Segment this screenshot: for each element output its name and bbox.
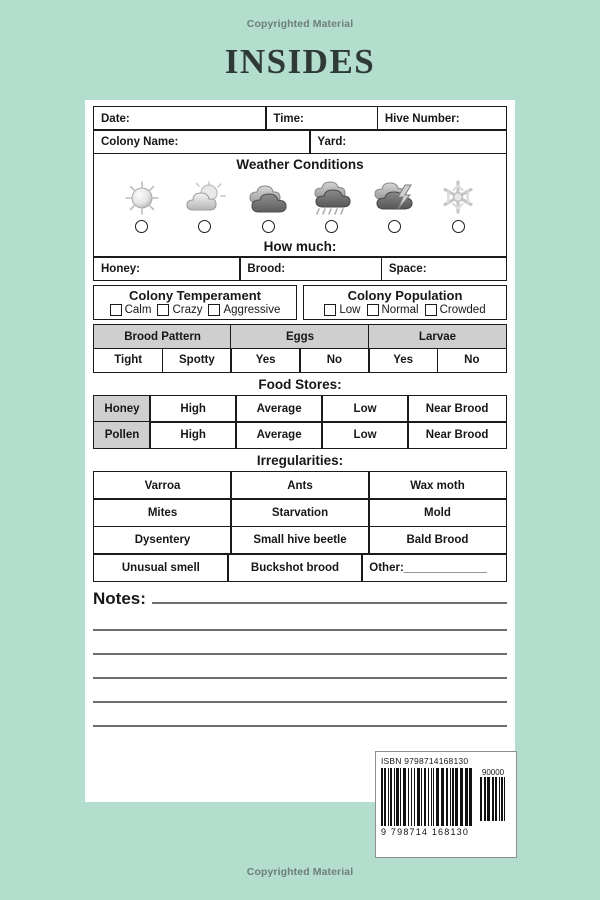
rainy-icon xyxy=(310,177,354,217)
field-time[interactable]: Time: xyxy=(265,106,378,131)
weather-radio-row xyxy=(94,217,506,237)
temperament-option-crazy[interactable] xyxy=(157,304,202,316)
weather-radio-thunderstorm[interactable] xyxy=(388,220,401,233)
irregularity-mold[interactable]: Mold xyxy=(368,498,507,527)
food-stores-row-pollen xyxy=(93,421,507,449)
weather-option-snowy[interactable] xyxy=(432,177,484,217)
cloudy-icon xyxy=(246,177,290,217)
copyright-notice-bottom: Copyrighted Material xyxy=(246,866,354,878)
brood-table-values xyxy=(93,348,507,373)
page-title: INSIDES xyxy=(224,42,376,81)
how-much-row xyxy=(93,256,507,281)
larvae-option-yes[interactable]: Yes xyxy=(368,348,438,373)
weather-option-partly-cloudy[interactable] xyxy=(179,177,231,217)
weather-radio-snowy[interactable] xyxy=(452,220,465,233)
ean13-barcode xyxy=(381,768,473,826)
ean13-digits: 9 798714 168130 xyxy=(381,827,470,837)
population-label-normal: Normal xyxy=(381,304,419,317)
how-much-title: How much: xyxy=(263,238,337,254)
brood-option-spotty[interactable]: Spotty xyxy=(162,348,232,373)
field-colony-name[interactable]: Colony Name: xyxy=(93,129,311,154)
irregularity-varroa[interactable]: Varroa xyxy=(93,471,232,500)
field-brood-amount[interactable]: Brood: xyxy=(239,256,382,281)
notes-line[interactable] xyxy=(93,679,507,703)
weather-option-cloudy[interactable] xyxy=(242,177,294,217)
irregularities-row-3 xyxy=(93,526,507,555)
weather-conditions-title: Weather Conditions xyxy=(236,156,364,172)
eggs-option-no[interactable]: No xyxy=(299,348,369,373)
weather-radio-rainy[interactable] xyxy=(325,220,338,233)
weather-radio-cloudy[interactable] xyxy=(262,220,275,233)
isbn-text: ISBN 9798714168130 xyxy=(381,756,469,766)
brood-option-tight[interactable]: Tight xyxy=(93,348,163,373)
checkbox-icon[interactable] xyxy=(367,304,379,316)
barcode-block xyxy=(375,751,517,858)
irregularity-starvation[interactable]: Starvation xyxy=(230,498,369,527)
larvae-header: Larvae xyxy=(368,324,507,349)
temperament-option-aggressive[interactable] xyxy=(208,304,280,316)
checkbox-icon[interactable] xyxy=(157,304,169,316)
field-space-amount[interactable]: Space: xyxy=(381,256,507,281)
checkbox-icon[interactable] xyxy=(110,304,122,316)
colony-population-panel xyxy=(303,285,507,320)
partly-cloudy-icon xyxy=(184,177,226,217)
weather-radio-sunny[interactable] xyxy=(135,220,148,233)
irregularities-row-2 xyxy=(93,498,507,527)
field-date[interactable]: Date: xyxy=(93,106,267,131)
form-sheet xyxy=(85,100,515,802)
temperament-population-row xyxy=(93,285,507,320)
population-label-low: Low xyxy=(339,304,361,317)
irregularity-small-hive-beetle[interactable]: Small hive beetle xyxy=(230,526,369,555)
honey-option-average[interactable]: Average xyxy=(235,395,323,423)
weather-radio-partly-cloudy[interactable] xyxy=(198,220,211,233)
brood-table-header xyxy=(93,324,507,349)
pollen-option-low[interactable]: Low xyxy=(321,421,409,449)
eggs-header: Eggs xyxy=(230,324,369,349)
header-row-colony-yard xyxy=(93,129,507,154)
irregularities-row-4 xyxy=(93,553,507,582)
irregularity-bald-brood[interactable]: Bald Brood xyxy=(368,526,507,555)
field-honey-amount[interactable]: Honey: xyxy=(93,256,241,281)
larvae-option-no[interactable]: No xyxy=(437,348,507,373)
honey-option-low[interactable]: Low xyxy=(321,395,409,423)
food-stores-title: Food Stores: xyxy=(258,376,342,392)
weather-option-sunny[interactable] xyxy=(116,177,168,217)
irregularity-mites[interactable]: Mites xyxy=(93,498,232,527)
field-hive-number[interactable]: Hive Number: xyxy=(377,106,507,131)
weather-option-rainy[interactable] xyxy=(306,177,358,217)
population-label-crowded: Crowded xyxy=(439,304,486,317)
colony-temperament-title: Colony Temperament xyxy=(129,288,261,304)
sunny-icon xyxy=(122,177,162,217)
notes-line[interactable] xyxy=(152,602,507,604)
food-stores-label-pollen: Pollen xyxy=(93,421,151,449)
temperament-option-calm[interactable] xyxy=(110,304,152,316)
temperament-label-calm: Calm xyxy=(124,304,152,317)
copyright-notice-top: Copyrighted Material xyxy=(246,18,354,30)
weather-icon-row xyxy=(94,173,506,217)
header-row-date-time-hive xyxy=(93,106,507,131)
honey-option-near-brood[interactable]: Near Brood xyxy=(407,395,507,423)
thunderstorm-icon xyxy=(372,177,418,217)
population-option-low[interactable] xyxy=(324,304,360,316)
irregularities-title: Irregularities: xyxy=(256,453,344,469)
population-option-crowded[interactable] xyxy=(425,304,486,316)
barcode-supplement-label: 90000 xyxy=(481,768,505,777)
notes-section xyxy=(93,582,507,727)
pollen-option-near-brood[interactable]: Near Brood xyxy=(407,421,507,449)
notes-line[interactable] xyxy=(93,631,507,655)
eggs-option-yes[interactable]: Yes xyxy=(230,348,300,373)
field-yard[interactable]: Yard: xyxy=(309,129,507,154)
weather-option-thunderstorm[interactable] xyxy=(369,177,421,217)
food-stores-label-honey: Honey xyxy=(93,395,151,423)
irregularity-ants[interactable]: Ants xyxy=(230,471,369,500)
pollen-option-average[interactable]: Average xyxy=(235,421,323,449)
notes-line[interactable] xyxy=(93,607,507,631)
colony-population-title: Colony Population xyxy=(347,288,463,304)
irregularity-unusual-smell[interactable]: Unusual smell xyxy=(93,553,229,582)
pollen-option-high[interactable]: High xyxy=(149,421,237,449)
irregularity-other[interactable]: Other:_____________ xyxy=(361,553,507,582)
temperament-label-aggressive: Aggressive xyxy=(223,304,281,317)
temperament-label-crazy: Crazy xyxy=(172,304,203,317)
honey-option-high[interactable]: High xyxy=(149,395,237,423)
irregularity-wax-moth[interactable]: Wax moth xyxy=(368,471,507,500)
irregularity-dysentery[interactable]: Dysentery xyxy=(93,526,232,555)
notes-label: Notes: xyxy=(93,589,146,609)
food-stores-row-honey xyxy=(93,395,507,423)
checkbox-icon[interactable] xyxy=(324,304,336,316)
notes-line[interactable] xyxy=(93,655,507,679)
checkbox-icon[interactable] xyxy=(208,304,220,316)
irregularity-buckshot-brood[interactable]: Buckshot brood xyxy=(227,553,363,582)
ean5-supplement-barcode xyxy=(480,777,506,821)
checkbox-icon[interactable] xyxy=(425,304,437,316)
notes-line[interactable] xyxy=(93,703,507,727)
irregularities-row-1 xyxy=(93,471,507,500)
snowy-icon xyxy=(438,177,478,217)
brood-pattern-header: Brood Pattern xyxy=(93,324,232,349)
weather-conditions-panel xyxy=(93,153,507,258)
population-option-normal[interactable] xyxy=(367,304,419,316)
colony-temperament-panel xyxy=(93,285,297,320)
